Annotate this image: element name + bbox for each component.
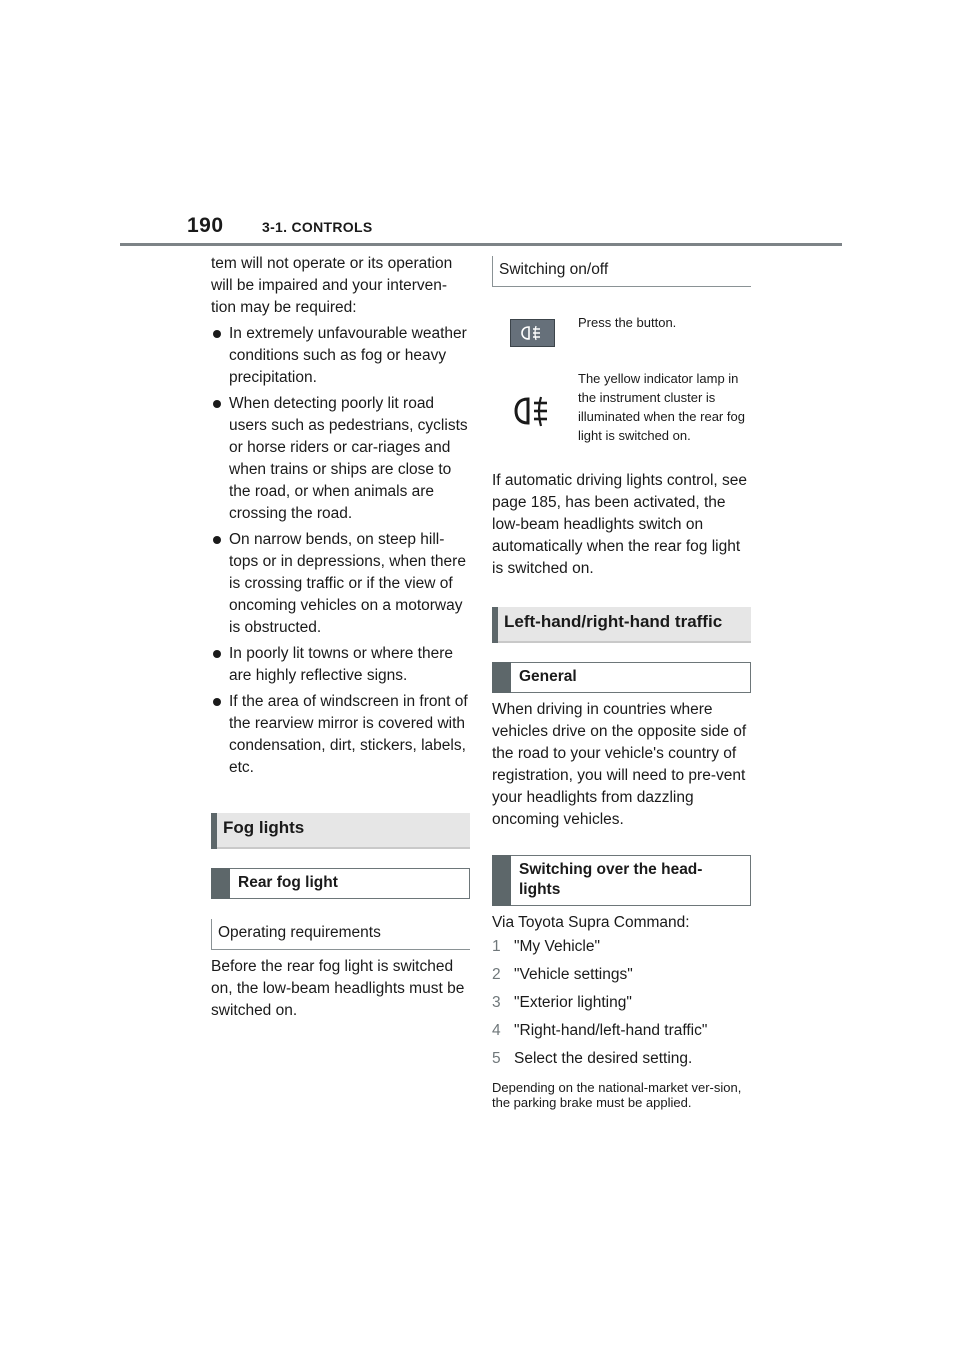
list-item: When detecting poorly lit road users such as pedestrians, cyclists or horse riders or car-riages and when trains or ships are close to the road, or when animals are crossing the road.	[211, 393, 470, 525]
general-paragraph: When driving in countries where vehicles drive on the opposite side of the road to your vehicle's country of registration, you will need to pre-vent your headlights from dazzling oncoming vehicles.	[492, 701, 747, 828]
steps-list	[492, 936, 751, 1070]
indicator-row	[492, 369, 751, 453]
step-item	[492, 992, 751, 1014]
rear-fog-indicator-icon	[514, 395, 552, 429]
switchover-heading: Switching over the head-lights	[492, 855, 751, 906]
left-column	[211, 253, 470, 1022]
step-item	[492, 964, 751, 986]
parking-brake-note: Depending on the national-market ver-sion, the parking brake must be applied.	[492, 1080, 742, 1110]
header-divider	[120, 243, 842, 246]
operating-requirements-heading: Operating requirements	[211, 919, 470, 950]
general-heading: General	[492, 662, 751, 693]
step-item	[492, 1048, 751, 1070]
step-text: "Exterior lighting"	[514, 994, 632, 1011]
step-item	[492, 1020, 751, 1042]
list-item: In extremely unfavourable weather conditions such as fog or heavy precipitation.	[211, 323, 470, 389]
list-item: On narrow bends, on steep hill-tops or in depressions, when there is crossing traffic or if the view of oncoming vehicles on a motorway is obstructed.	[211, 529, 470, 639]
step-text: "Right-hand/left-hand traffic"	[514, 1022, 708, 1039]
step-text: Select the desired setting.	[514, 1050, 693, 1067]
step-number: 5	[492, 1050, 501, 1067]
rear-fog-button-icon	[510, 319, 555, 347]
step-number: 3	[492, 994, 501, 1011]
step-text: "Vehicle settings"	[514, 966, 633, 983]
page-number: 190	[187, 214, 224, 237]
step-number: 1	[492, 938, 501, 955]
list-item: If the area of windscreen in front of the rearview mirror is covered with condensation, dirt, stickers, labels, etc.	[211, 691, 470, 779]
operating-paragraph: Before the rear fog light is switched on, the low-beam headlights must be switched on.	[211, 958, 465, 1019]
traffic-heading: Left-hand/right-hand traffic	[492, 607, 751, 643]
automatic-lights-paragraph: If automatic driving lights control, see page 185, has been activated, the low-beam headlights switch on automatically when the rear fog light is switched on.	[492, 472, 748, 577]
list-item: In poorly lit towns or where there are highly reflective signs.	[211, 643, 470, 687]
button-row	[492, 315, 751, 369]
switching-heading: Switching on/off	[492, 256, 751, 287]
intro-paragraph: tem will not operate or its operation will be impaired and your interven-tion may be required:	[211, 255, 453, 316]
press-button-text: Press the button.	[578, 315, 677, 330]
via-command-text: Via Toyota Supra Command:	[492, 914, 690, 931]
right-column	[492, 253, 751, 1110]
section-title: 3-1. CONTROLS	[262, 219, 373, 235]
indicator-lamp-text: The yellow indicator lamp in the instrument cluster is illuminated when the rear fog light is switched on.	[578, 371, 745, 443]
step-number: 4	[492, 1022, 501, 1039]
condition-list	[211, 323, 470, 779]
step-item	[492, 936, 751, 958]
rear-fog-light-heading: Rear fog light	[211, 868, 470, 899]
step-text: "My Vehicle"	[514, 938, 600, 955]
step-number: 2	[492, 966, 501, 983]
fog-lights-heading: Fog lights	[211, 813, 470, 849]
